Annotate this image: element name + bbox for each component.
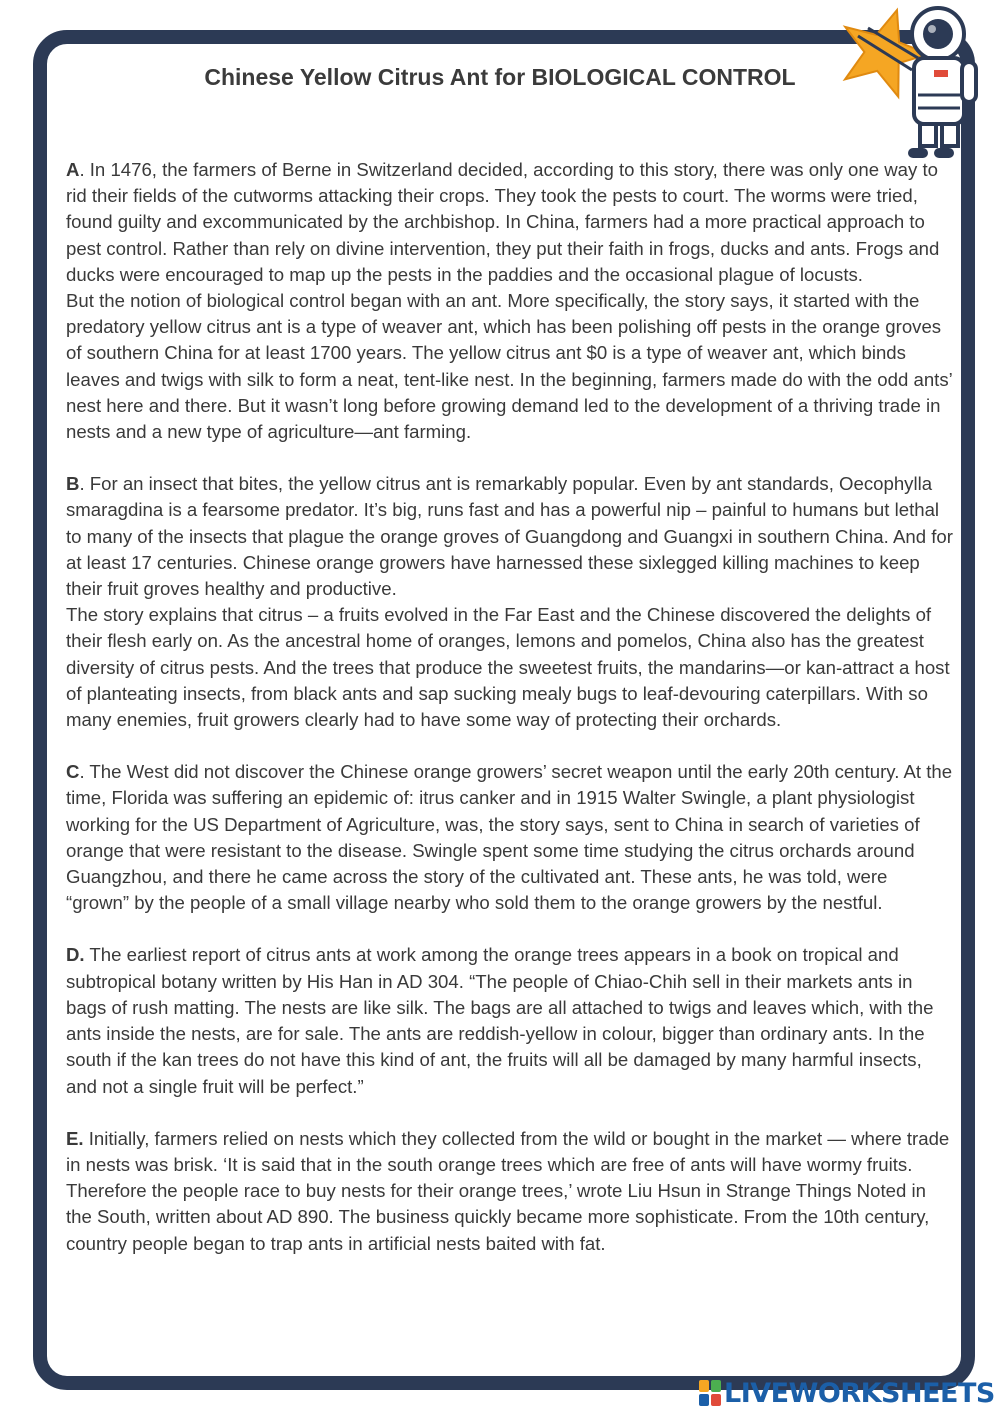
section-label-c: C (66, 761, 80, 783)
paragraph-e (66, 1126, 954, 1257)
section-label-d: D. (66, 944, 85, 966)
logo-text: LIVEWORKSHEETS (724, 1377, 995, 1409)
paragraph-b-continued (66, 602, 954, 733)
paragraph-text: But the notion of biological control began with an ant. More specifically, the story says, it started with the predatory yellow citrus ant is a type of weaver ant, which has been polishing off pests in the orange groves of southern China for at least 1700 years. The yellow citrus ant $0 is a type of weaver ant, which binds leaves and twigs with silk to form a neat, tent-like nest. In the beginning, farmers made do with the odd ants’ nest here and there. But it wasn’t long before growing demand led to the development of a thriving trade in nests and a new type of agriculture—ant farming. (66, 290, 953, 443)
paragraph-text: Initially, farmers relied on nests which they collected from the wild or bought in the market — where trade in nests was brisk. ‘It is said that in the south orange trees which are free of ants will have wormy fruits. Therefore the people race to buy nests for their orange trees,’ wrote Liu Hsun in Strange Things Noted in the South, written about AD 890. The business quickly became more sophisticate. From the 10th century, country people began to trap ants in artificial nests baited with fat. (66, 1127, 950, 1254)
section-label-e: E. (66, 1127, 84, 1149)
paragraph-text: The story explains that citrus – a fruits evolved in the Far East and the Chinese discovered the delights of their flesh early on. As the ancestral home of oranges, lemons and pomelos, China also has the greatest diversity of citrus pests. And the trees that produce the sweetest fruits, the mandarins—or kan-attract a host of planteating insects, from black ants and sap sucking mealy bugs to leaf-devouring caterpillars. With so many enemies, fruit growers clearly had to have some way of protecting their orchards. (66, 604, 950, 731)
liveworksheets-logo[interactable] (698, 1378, 995, 1408)
section-label-a: A (66, 159, 80, 180)
paragraph-d (66, 942, 954, 1099)
section-label-b: B (66, 473, 80, 495)
article-body (66, 157, 954, 1257)
paragraph-a (66, 157, 954, 288)
paragraph-a-continued (66, 288, 954, 445)
paragraph-b (66, 471, 954, 602)
paragraph-text: . In 1476, the farmers of Berne in Switzerland decided, according to this story, there was only one way to rid their fields of the cutworms attacking their crops. They took the pests to court. The worms were tried, found guilty and excommunicated by the archbishop. In China, farmers had a more practical approach to pest control. Rather than rely on divine intervention, they put their faith in frogs, ducks and ants. Frogs and ducks were encouraged to map up the pests in the paddies and the occasional plague of locusts. (66, 159, 940, 285)
liveworksheets-logo-icon (698, 1379, 722, 1407)
paragraph-text: . For an insect that bites, the yellow citrus ant is remarkably popular. Even by ant standards, Oecophylla smaragdina is a fearsome predator. It’s big, runs fast and has a powerful nip – painful to humans but lethal to many of the insects that plague the orange groves of Guangdong and Guangxi in southern China. And for at least 17 centuries. Chinese orange growers have harnessed these sixlegged killing machines to keep their fruit groves healthy and productive. (66, 473, 953, 600)
page-title: Chinese Yellow Citrus Ant for BIOLOGICAL CONTROL (204, 64, 796, 90)
paragraph-text: . The West did not discover the Chinese orange growers’ secret weapon until the early 20th century. At the time, Florida was suffering an epidemic of: itrus canker and in 1915 Walter Swingle, a plant physiologist working for the US Department of Agriculture, was, the story says, sent to China in search of varieties of orange that were resistant to the disease. Swingle spent some time studying the citrus orchards around Guangzhou, and there he came across the story of the cultivated ant. These ants, he was told, were “grown” by the people of a small village nearby who sold them to the orange growers by the nestful. (66, 761, 953, 914)
paragraph-text: The earliest report of citrus ants at work among the orange trees appears in a book on tropical and subtropical botany written by His Han in AD 304. “The people of Chiao-Chih sell in their markets ants in bags of rush matting. The nests are like silk. The bags are all attached to twigs and leaves which, with the ants inside the nests, are for sale. The ants are reddish-yellow in colour, bigger than ordinary ants. In the south if the kan trees do not have this kind of ant, the fruits will all be damaged by many harmful insects, and not a single fruit will be perfect.” (66, 944, 934, 1097)
paragraph-c (66, 759, 954, 916)
